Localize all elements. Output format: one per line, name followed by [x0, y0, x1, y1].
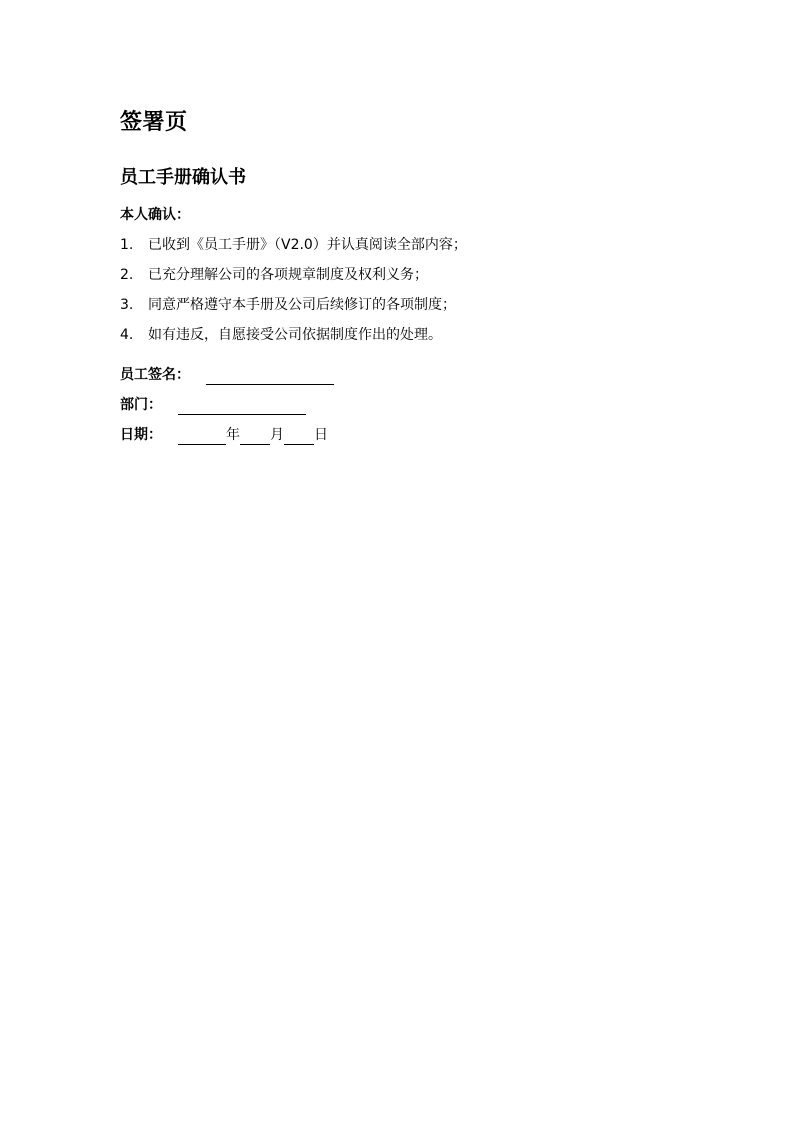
- document-heading: 员工手册确认书: [120, 167, 246, 188]
- list-item-number: 2.: [120, 267, 134, 283]
- list-item-number: 1.: [120, 237, 134, 253]
- list-item-text: 同意严格遵守本手册及公司后续修订的各项制度；: [148, 297, 456, 313]
- list-item-text: 已收到《员工手册》（V2.0）并认真阅读全部内容；: [148, 237, 467, 253]
- confirmation-intro: 本人确认：: [120, 207, 190, 223]
- date-year-unit: 年: [226, 427, 240, 443]
- employee-signature-label: 员工签名：: [120, 367, 190, 383]
- list-item: [120, 295, 680, 325]
- date-day-unit: 日: [314, 427, 328, 443]
- date-year-blank[interactable]: [178, 429, 226, 445]
- date-month-blank[interactable]: [240, 429, 270, 445]
- list-item-number: 3.: [120, 297, 134, 313]
- list-item-number: 4.: [120, 327, 134, 343]
- employee-signature-row: [120, 355, 680, 385]
- date-day-blank[interactable]: [284, 429, 314, 445]
- department-blank[interactable]: [178, 399, 306, 415]
- confirmation-list: [120, 235, 680, 355]
- date-label: 日期：: [120, 427, 162, 443]
- list-item-text: 如有违反，自愿接受公司依据制度作出的处理。: [148, 327, 442, 343]
- list-item-text: 已充分理解公司的各项规章制度及权利义务；: [148, 267, 428, 283]
- document-content: [120, 108, 680, 445]
- list-item: [120, 235, 680, 265]
- date-month-unit: 月: [270, 427, 284, 443]
- employee-signature-blank[interactable]: [206, 369, 334, 385]
- page-title: 签署页: [120, 110, 188, 135]
- list-item: [120, 325, 680, 355]
- department-label: 部门：: [120, 397, 162, 413]
- list-item: [120, 265, 680, 295]
- department-row: [120, 385, 680, 415]
- date-row: [120, 415, 680, 445]
